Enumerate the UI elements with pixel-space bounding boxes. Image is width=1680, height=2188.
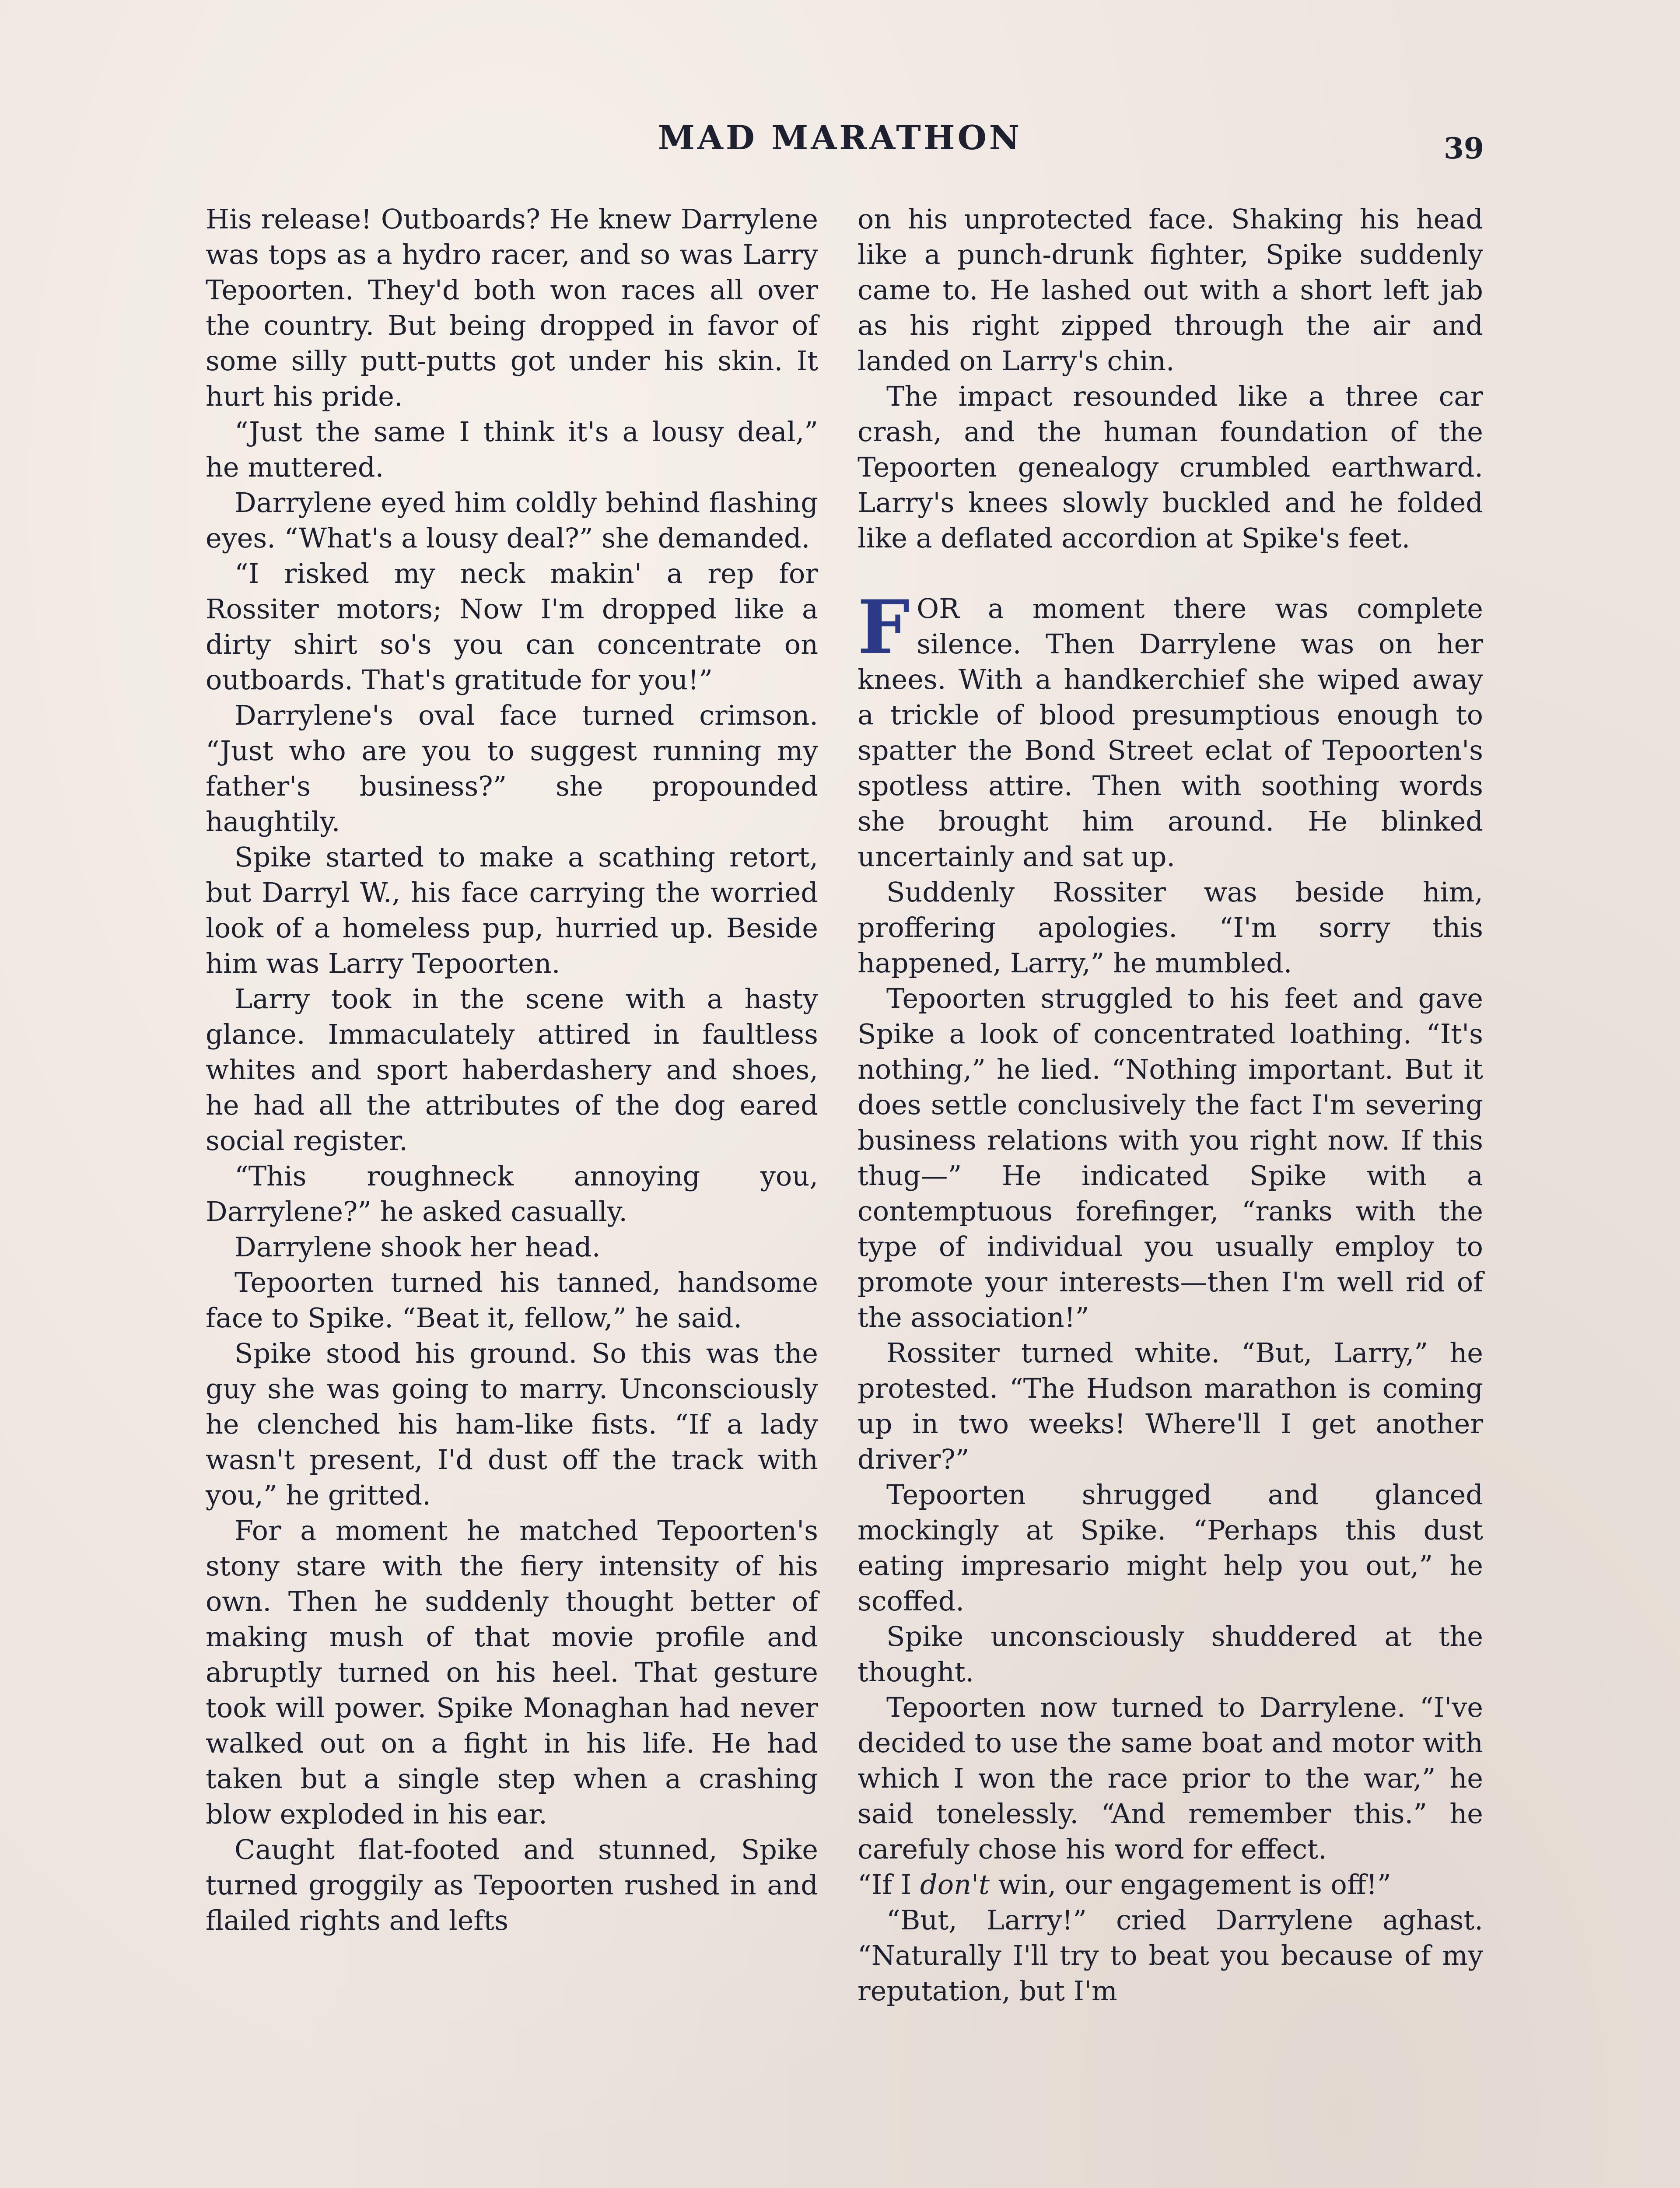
paragraph: Suddenly Rossiter was beside him, proffering apologies. “I'm sorry this happened, Larry,” he mumbled. bbox=[858, 876, 1483, 979]
paragraph: Spike unconsciously shuddered at the thought. bbox=[858, 1620, 1483, 1688]
paragraph: Darrylene's oval face turned crimson. “Just who are you to suggest running my father's business?” she propounded haughtily. bbox=[206, 699, 818, 838]
drop-cap-paragraph bbox=[858, 584, 1483, 874]
emphasis-after: win, our engagement is off!” bbox=[989, 1869, 1391, 1900]
paragraph: Tepoorten struggled to his feet and gave Spike a look of concentrated loathing. “It's nothing,” he lied. “Nothing important. But it does settle conclusively the fact I'm severing business relations with you right now. If this thug—” He indicated Spike with a contemptuous forefinger, “ranks with the type of individual you usually employ to promote your interests—then I'm well rid of the association!” bbox=[858, 982, 1483, 1333]
paragraph-with-emphasis bbox=[858, 1867, 1483, 1902]
paragraph: Tepoorten now turned to Darrylene. “I've decided to use the same boat and motor with which I won the race prior to the war,” he said tonelessly. “And remember this.” he carefuly chose his word for effect. bbox=[858, 1691, 1483, 1865]
paragraph: Larry took in the scene with a hasty glance. Immaculately attired in faultless whites and sport haberdashery and shoes, he had all the attributes of the dog eared social register. bbox=[206, 983, 818, 1157]
page-number: 39 bbox=[1444, 131, 1484, 165]
left-column bbox=[206, 201, 818, 1938]
paragraph: “This roughneck annoying you, Darrylene?” he asked casually. bbox=[206, 1160, 818, 1227]
paragraph: “But, Larry!” cried Darrylene aghast. “Naturally I'll try to beat you because of my reputation, but I'm bbox=[858, 1904, 1483, 2007]
emphasis-before: “If I bbox=[858, 1869, 920, 1900]
paragraph: Caught flat-footed and stunned, Spike turned groggily as Tepoorten rushed in and flailed rights and lefts bbox=[206, 1834, 818, 1936]
paragraph: Tepoorten shrugged and glanced mockingly at Spike. “Perhaps this dust eating impresario might help you out,” he scoffed. bbox=[858, 1479, 1483, 1617]
paragraph: Spike started to make a scathing retort, but Darryl W., his face carrying the worried look of a homeless pup, hurried up. Beside him was Larry Tepoorten. bbox=[206, 841, 818, 979]
running-title: MAD MARATHON bbox=[658, 118, 1022, 157]
paragraph: “Just the same I think it's a lousy deal,” he muttered. bbox=[206, 416, 818, 483]
paragraph: His release! Outboards? He knew Darrylene was tops as a hydro racer, and so was Larry Tepoorten. They'd both won races all over the country. But being dropped in favor of some silly putt-putts got under his skin. It hurt his pride. bbox=[206, 203, 818, 412]
section-break bbox=[858, 556, 1483, 591]
paragraph: “I risked my neck makin' a rep for Rossiter motors; Now I'm dropped like a dirty shirt so's you can concentrate on outboards. That's gratitude for you!” bbox=[206, 558, 818, 696]
right-column bbox=[858, 201, 1483, 2009]
paragraph: Tepoorten turned his tanned, handsome face to Spike. “Beat it, fellow,” he said. bbox=[206, 1266, 818, 1334]
paragraph: Darrylene shook her head. bbox=[234, 1231, 601, 1263]
emphasis-word: don't bbox=[920, 1869, 990, 1900]
paragraph: For a moment he matched Tepoorten's stony stare with the fiery intensity of his own. Then he suddenly thought better of making mush of that movie profile and abruptly turned on his heel. That gesture took will power. Spike Monaghan had never walked out on a fight in his life. He had taken but a single step when a crashing blow exploded in his ear. bbox=[206, 1515, 818, 1830]
paragraph: The impact resounded like a three car crash, and the human foundation of the Tepoorten genealogy crumbled earthward. Larry's knees slowly buckled and he folded like a deflated accordion at Spike's feet. bbox=[858, 380, 1483, 554]
drop-cap: F bbox=[858, 584, 910, 670]
paragraph: Darrylene eyed him coldly behind flashing eyes. “What's a lousy deal?” she demanded. bbox=[206, 487, 818, 554]
paragraph: Rossiter turned white. “But, Larry,” he protested. “The Hudson marathon is coming up in two weeks! Where'll I get another driver?” bbox=[858, 1337, 1483, 1475]
drop-cap-paragraph-text: OR a moment there was complete silence. Then Darrylene was on her knees. With a handkerchief she wiped away a trickle of blood presumptious enough to spatter the Bond Street eclat of Tepoorten's spotless attire. Then with soothing words she brought him around. He blinked uncertainly and sat up. bbox=[858, 593, 1483, 873]
paragraph: Spike stood his ground. So this was the guy she was going to marry. Unconsciously he clenched his ham-like fists. “If a lady wasn't present, I'd dust off the track with you,” he gritted. bbox=[206, 1337, 818, 1511]
paragraph: on his unprotected face. Shaking his head like a punch-drunk fighter, Spike suddenly came to. He lashed out with a short left jab as his right zipped through the air and landed on Larry's chin. bbox=[858, 203, 1483, 377]
